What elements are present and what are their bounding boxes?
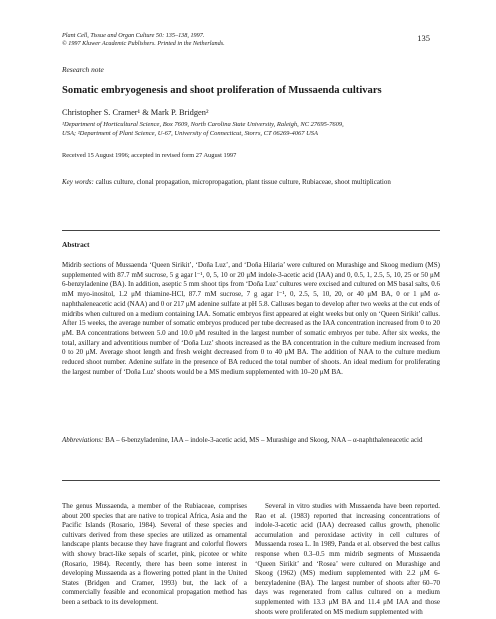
body-column-right <box>255 502 440 617</box>
authors: Christopher S. Cramer¹ & Mark P. Bridgen² <box>62 108 209 117</box>
abstract-heading: Abstract <box>62 240 90 249</box>
affiliations <box>62 121 442 138</box>
body-paragraph: Several in vitro studies with Mussaenda have been reported. Rao et al. (1983) reported that increasing concentrations of indole-3-acetic acid (IAA) decreased callus growth, phenolic accumulation and peroxidase activity in cell cultures of Mussaenda rosea L. In 1989, Panda et al. observed the best callus response when 0.3–0.5 mm midrib segments of Mussaenda ‘Queen Sirikit’ and ‘Rosea’ were cultured on Murashige and Skoog (1962) (MS) medium supplemented with 2.2 μM 6-benzyladenine (BA). The largest number of shoots after 60–70 days was regenerated from callus cultured on a medium supplemented with 13.3 μM BA and 11.4 μM IAA and those shoots were proliferated on MS medium supplemented with <box>255 502 440 616</box>
page-number: 135 <box>417 33 430 43</box>
divider <box>62 480 440 481</box>
article-title: Somatic embryogenesis and shoot proliferation of Mussaenda cultivars <box>62 85 382 96</box>
article-type: Research note <box>62 65 104 74</box>
body-paragraph: The genus Mussaenda, a member of the Rubiaceae, comprises about 200 species that are native to tropical Africa, Asia and the Pacific Islands (Rosario, 1984). Several of these species and cultivars derived from these species are utilized as ornamental landscape plants because they have fragrant and colorful flowers with showy bract-like sepals of scarlet, pink, picotee or white (Rosario, 1984). Recently, there has been some interest in developing Mussaenda as a flowering potted plant in the United States (Bridgen and Cramer, 1993) but, the lack of a commercially feasible and economical propagation method has been a setback to its development. <box>62 502 247 606</box>
divider <box>62 230 440 231</box>
body-column-left <box>62 502 247 608</box>
abstract-text: Midrib sections of Mussaenda ‘Queen Sirikit’, ‘Doña Luz’, and ‘Doña Hilaria’ were cultured on Murashige and Skoog medium (MS) supplemented with 87.7 mM sucrose, 5 g agar l⁻¹, 0, 5, 10 or 20 μM indole-3-acetic acid (IAA) and 0, 0.5, 1, 2.5, 5, 10, 25 or 50 μM 6-benzyladenine (BA). In addition, aseptic 5 mm shoot tips from ‘Doña Luz’ cultures were excised and cultured on MS basal salts, 0.6 mM myo-inositol, 1.2 μM thiamine-HCl, 87.7 mM sucrose, 7 g agar l⁻¹, 0, 2.5, 5, 10, 20, or 40 μM BA, 0 or 1 μM α-naphthaleneacetic acid (NAA) and 0 or 217 μM adenine sulfate at pH 5.8. Calluses began to develop after two weeks at the cut ends of midribs when cultured on a medium containing IAA. Somatic embryos first appeared at eight weeks but only on ‘Queen Sirikit’ callus. After 15 weeks, the average number of somatic embryos produced per tube decreased as the IAA concentration increased from 0 to 20 μM. BA concentrations between 5.0 and 10.0 μM resulted in the largest number of somatic embryos per tube. After six weeks, the total, axillary and adventitious number of ‘Doña Luz’ shoots increased as the BA concentration in the culture medium increased from 0 to 20 μM. Average shoot length and fresh weight decreased from 0 to 40 μM BA. The addition of NAA to the culture medium reduced shoot number. Adenine sulfate in the presence of BA reduced the total number of shoots. An ideal medium for proliferating the largest number of ‘Doña Luz’ shoots would be a MS medium supplemented with 10–20 μM BA. <box>62 261 440 376</box>
affiliation-line-1: ¹Department of Horticultural Science, Box 7609, North Carolina State University, Raleigh, NC 27695-7609, <box>62 121 344 128</box>
keywords <box>62 178 440 188</box>
copyright-line: © 1997 Kluwer Academic Publishers. Printed in the Netherlands. <box>62 40 225 48</box>
received-dates: Received 15 August 1996; accepted in revised form 27 August 1997 <box>62 152 237 159</box>
keywords-label: Key words: <box>62 178 94 186</box>
affiliation-line-2: USA; ²Department of Plant Science, U-67, University of Connecticut, Storrs, CT 06269-4067 USA <box>62 129 319 137</box>
abbreviations-text: BA – 6-benzyladenine, IAA – indole-3-acetic acid, MS – Murashige and Skoog, NAA – α-naphthaleneacetic acid <box>103 436 423 444</box>
journal-citation: Plant Cell, Tissue and Organ Culture 50: 135–138, 1997. <box>62 32 205 39</box>
journal-header <box>62 32 225 49</box>
keywords-text: callus culture, clonal propagation, micropropagation, plant tissue culture, Rubiaceae, shoot multiplication <box>93 178 391 186</box>
abbreviations-label: Abbreviations: <box>62 436 104 444</box>
abbreviations <box>62 436 440 446</box>
